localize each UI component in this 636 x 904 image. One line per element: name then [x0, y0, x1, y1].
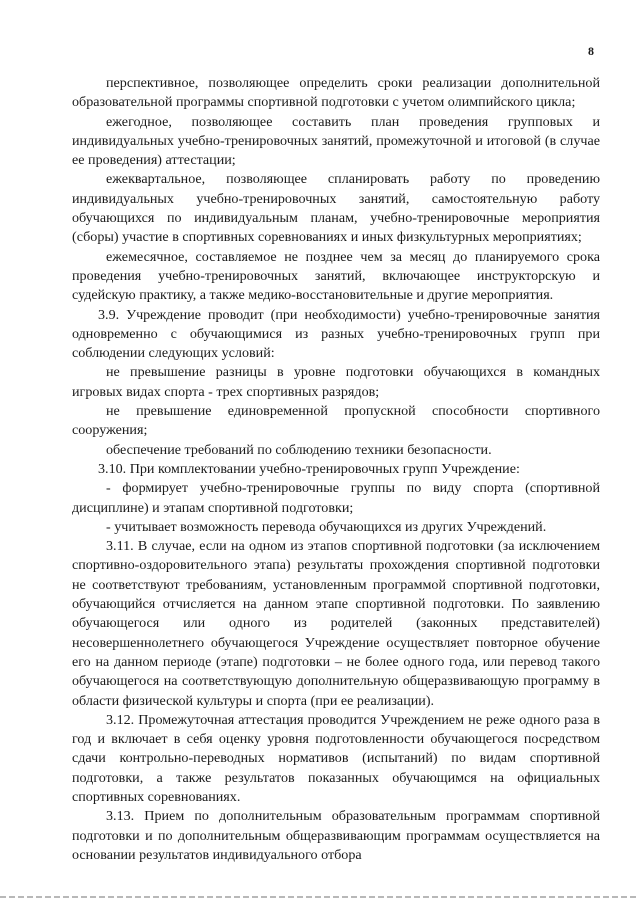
paragraph-forms-groups: - формирует учебно-тренировочные группы по виду спорта (спортивной дисциплине) и этапам спортивной подготовки;: [72, 480, 600, 516]
paragraph-condition-safety: обеспечение требований по соблюдению техники безопасности.: [106, 441, 492, 458]
paragraph-condition-capacity: не превышение единовременной пропускной способности спортивного сооружения;: [72, 403, 600, 439]
paragraph-transfer: - учитывает возможность перевода обучающихся из других Учреждений.: [106, 518, 547, 535]
paragraph-3-10: 3.10. При комплектовании учебно-тренировочных групп Учреждение:: [98, 460, 520, 477]
scan-edge-line: [0, 896, 636, 898]
paragraph-3-12: 3.12. Промежуточная аттестация проводится Учреждением не реже одного раза в год и включает в себя оценку уровня подготовленности обучающегося посредством сдачи контрольно-переводных нормативов (испытаний) по видам спортивной подготовки, а также результатов показанных обучающимся на официальных спортивных соревнованиях.: [72, 711, 600, 805]
paragraph-annual-plan: ежегодное, позволяющее составить план проведения групповых и индивидуальных учебно-тренировочных занятий, промежуточной и итоговой (в случае ее проведения) аттестации;: [72, 113, 600, 169]
paragraph-quarterly-plan: ежеквартальное, позволяющее спланировать работу по проведению индивидуальных учебно-тренировочных занятий, самостоятельную работу обучающихся по индивидуальным планам, учебно-тренировочные мероприятия (сборы) участие в спортивных соревнованиях и иных физкультурных мероприятиях;: [72, 171, 600, 246]
page-number: 8: [588, 44, 594, 58]
paragraph-3-13: 3.13. Прием по дополнительным образовательным программам спортивной подготовки и по дополнительным общеразвивающим программам осуществляется на основании результатов индивидуального отбора: [72, 808, 600, 863]
paragraph-condition-level: не превышение разницы в уровне подготовки обучающихся в командных игровых видах спорта - трех спортивных разрядов;: [72, 364, 600, 400]
paragraph-monthly-plan: ежемесячное, составляемое не позднее чем за месяц до планируемого срока проведения учебно-тренировочных занятий, включающее инструкторскую и судейскую практику, а также медико-восстановительные и другие мероприятия.: [72, 248, 600, 304]
paragraph-3-11: 3.11. В случае, если на одном из этапов спортивной подготовки (за исключением спортивно-оздоровительного этапа) результаты прохождения спортивной подготовки не соответствуют требованиям, установленным программой спортивной подготовки, обучающийся отчисляется на данном этапе спортивной подготовки. По заявлению обучающегося или одного из родителей (законных представителей) несовершеннолетнего обучающегося Учреждение осуществляет повторное обучение его на данном периоде (этапе) подготовки – не более одного года, или перевод такого обучающегося на соответствующую дополнительную общеразвивающую программу в области физической культуры и спорта (при ее реализации).: [72, 538, 600, 709]
document-body: [72, 74, 600, 865]
paragraph-prospective-plan: перспективное, позволяющее определить сроки реализации дополнительной образовательной программы спортивной подготовки с учетом олимпийского цикла;: [72, 75, 600, 111]
paragraph-3-9: 3.9. Учреждение проводит (при необходимости) учебно-тренировочные занятия одновременно с обучающимися из разных учебно-тренировочных групп при соблюдении следующих условий:: [72, 306, 600, 362]
